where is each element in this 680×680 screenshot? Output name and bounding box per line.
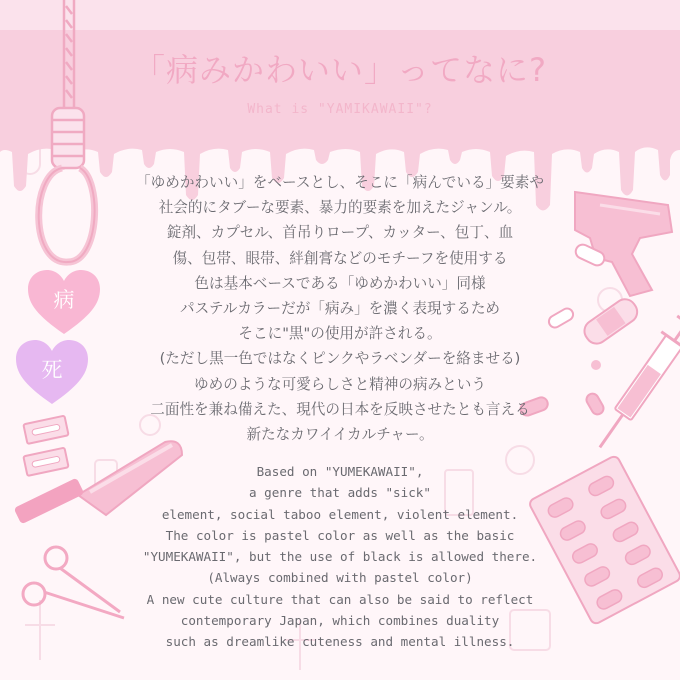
english-line: Based on "YUMEKAWAII", <box>256 464 424 479</box>
english-line: a genre that adds "sick" <box>249 485 431 501</box>
bandage-icon <box>580 295 641 348</box>
japanese-line: 「ゆめかわいい」をベースとし、そこに「病んでいる」要素や <box>136 174 544 191</box>
japanese-line: 錠剤、カプセル、首吊りロープ、カッター、包丁、血 <box>166 224 514 242</box>
japanese-line: ゆめのような可愛らしさと精神の病みという <box>194 375 486 393</box>
english-line: contemporary Japan, which combines duality <box>180 613 500 629</box>
english-line: (Always combined with pastel color) <box>207 570 473 586</box>
japanese-line: パステルカラーだが「病み」を濃く表現するため <box>179 300 501 318</box>
heart-badge-byo <box>28 270 100 336</box>
japanese-line: 傷、包帯、眼帯、絆創膏などのモチーフを使用する <box>172 249 508 267</box>
japanese-line: (ただし黒一色ではなくピンクやラベンダーを絡ませる) <box>159 350 521 368</box>
heart-label: 死 <box>41 358 63 382</box>
english-line: such as dreamlike cuteness and mental illness. <box>165 634 515 650</box>
pistol-icon <box>575 192 672 296</box>
english-line: "YUMEKAWAII", but the use of black is allowed there. <box>142 549 538 565</box>
razor-blade-icon <box>23 416 68 476</box>
page-title: 「病みかわいい」ってなに? <box>133 51 547 89</box>
english-line: element, social taboo element, violent element. <box>161 506 519 522</box>
heart-label: 病 <box>53 288 75 312</box>
page-subtitle: What is "YAMIKAWAII"? <box>247 102 433 117</box>
japanese-line: 社会的にタブーな要素、暴力的要素を加えたジャンル。 <box>158 199 522 217</box>
english-line: The color is pastel color as well as the basic <box>165 527 515 543</box>
japanese-line: 二面性を兼ね備えた、現代の日本を反映させたとも言える <box>150 400 530 418</box>
heart-badge-shi <box>16 340 88 406</box>
japanese-description <box>100 170 580 447</box>
japanese-line: そこに"黒"の使用が許される。 <box>238 325 442 343</box>
japanese-line: 色は基本ベースである「ゆめかわいい」同様 <box>194 274 486 292</box>
english-line: A new cute culture that can also be said to reflect <box>146 591 534 607</box>
english-description <box>105 461 575 653</box>
japanese-line: 新たなカワイイカルチャー。 <box>246 426 434 444</box>
